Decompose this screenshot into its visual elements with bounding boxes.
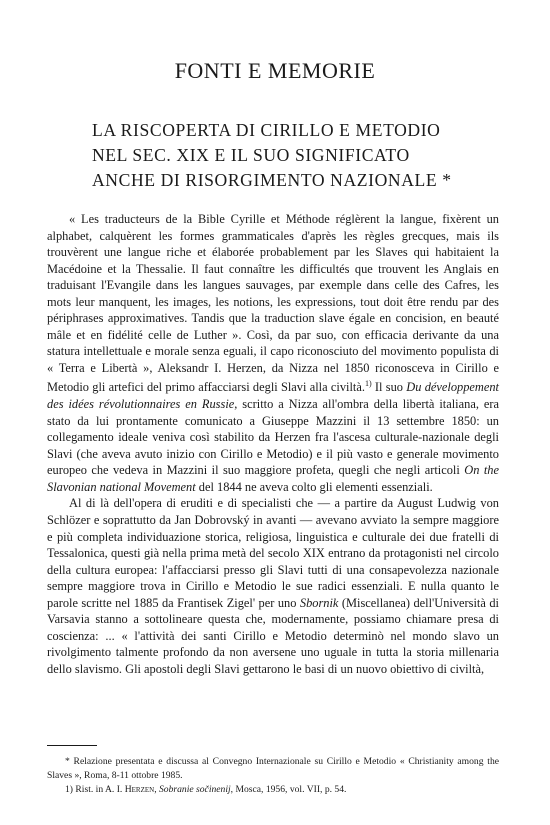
- footnote-ref-1: 1): [364, 379, 372, 389]
- article-title: [92, 118, 492, 193]
- body-paragraph-1: [47, 211, 499, 495]
- body-paragraph-2: [47, 495, 499, 677]
- p2-text-a: Al di là dell'opera di eruditi e di specialisti che — a partire da August Ludwig von Schlözer e soprattutto da Jan Dobrovský in avanti — avevano avviato la sempre maggiore e più completa individuazione storica, religiosa, linguistica e culturale dei due fratelli di Tessalonica, questi già nella prima metà del secolo XIX entrano da protagonisti nel circolo della cultura europea: l'affacciarsi presso gli Slavi tutti di una consapevolezza nazionale sempre maggiore trova in Cirillo e Metodio le sue radici essenziali. E nulla quanto le parole scritte nel 1885 da Frantisek Zigel' per uno: [47, 496, 499, 610]
- p1-text-c: , scritto a Nizza all'ombra della libertà italiana, era stato da lui prontamente comunicato a Giuseppe Mazzini il 13 settembre 1850: un collegamento ideale veniva così stabilito da Herzen fra l'ascesa culturale-nazionale degli Slavi (che aveva avuto inizio con Cirillo e Metodio) e il più vasto e generale movimento europeo che vedeva in Mazzini il suo maggiore profeta, quegli che negli articoli: [47, 397, 499, 478]
- fn1-author: Herzen: [124, 784, 155, 795]
- fn1-text-a: 1) Rist. in A. I.: [65, 784, 125, 795]
- footnote-star: * Relazione presentata e discussa al Convegno Internazionale su Cirillo e Metodio « Christianity among the Slaves », Roma, 8-11 ottobre 1985.: [47, 756, 499, 781]
- article-body: [47, 211, 499, 677]
- article-title-line-3: ANCHE DI RISORGIMENTO NAZIONALE *: [92, 170, 452, 190]
- footnotes: [47, 755, 499, 797]
- p1-text-a: « Les traducteurs de la Bible Cyrille et Méthode réglèrent la langue, fixèrent un alphabet, calquèrent les formes grammaticales d'après les règles grecques, mais ils trouvèrent une langue riche et élaborée probablement par les Slaves qui habitaient la Macédoine et la Thessalie. Il faut connaître les difficultés que trouvent les Anglais en traduisant l'Evangile dans les langues sauvages, par exemple dans celle des Cafres, les mots leur manquent, les images, les notions, les expressions, tout doit être rendu par des périphrases approximatives. Tandis que la traduction slave égale en concision, en beauté mâle et en fidélité celle de Luther ». Così, da par suo, con efficacia derivante da una statura intellettuale e morale senza eguali, il capo riconosciuto del movimento populista di « Terra e Libertà », Aleksandr I. Herzen, da Nizza nel 1850 riconosceva in Cirillo e Metodio gli artefici del primo affacciarsi degli Slavi alla civiltà.: [47, 212, 499, 395]
- fn1-work-title: Sobranie sočinenij: [158, 784, 231, 795]
- p1-text-b: Il suo: [371, 380, 407, 395]
- article-title-line-2: NEL SEC. XIX E IL SUO SIGNIFICATO: [92, 145, 410, 165]
- p1-work-title-2: On the Slavonian national Movement: [47, 463, 499, 494]
- p1-text-d: del 1844 ne aveva colto gli elementi essenziali.: [195, 479, 433, 494]
- p2-text-b: (Miscellanea) dell'Università di Varsavia stanno a sottolineare questa che, modernamente, possiamo chiamare presa di coscienza: ... « l'attività dei santi Cirillo e Metodio determinò nel mondo slavo un rivolgimento talmente profondo da non aversene uno uguale in tutta la storia millenaria dello slavismo. Gli apostoli degli Slavi gettarono le basi di un nuovo obiettivo di civiltà,: [47, 595, 499, 676]
- p1-work-title-1: Du développement des idées révolutionnaires en Russie: [47, 380, 499, 412]
- footnote-1: 1) Rist. in A. I. Herzen, Sobranie sočinenij, Mosca, 1956, vol. VII, p. 54.: [65, 784, 347, 795]
- footnote-divider: [47, 745, 97, 746]
- p2-work-title: Sbornik: [299, 595, 339, 610]
- section-title: FONTI E MEMORIE: [174, 58, 376, 83]
- article-title-line-1: LA RISCOPERTA DI CIRILLO E METODIO: [92, 120, 441, 140]
- fn1-text-b: , Mosca, 1956, vol. VII, p. 54.: [230, 784, 347, 795]
